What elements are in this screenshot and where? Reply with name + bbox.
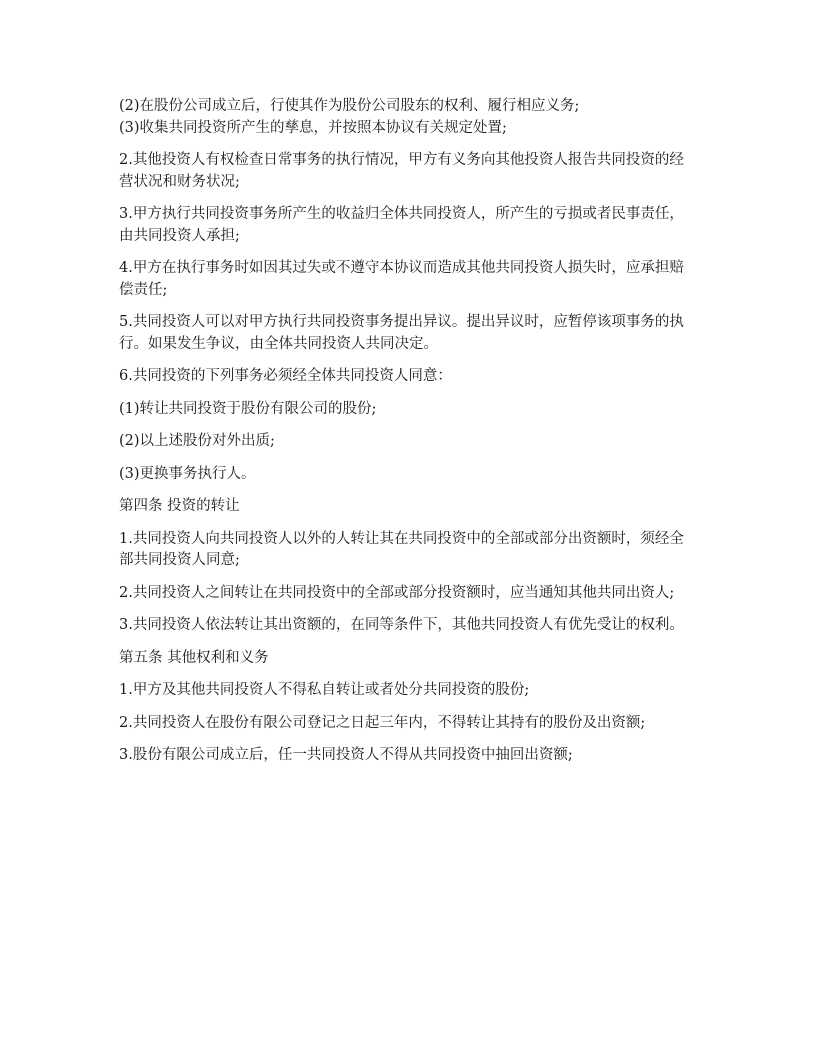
paragraph: 1.共同投资人向共同投资人以外的人转让其在共同投资中的全部或部分出资额时，须经全部共同投资人同意; xyxy=(119,530,684,568)
paragraph: 3.共同投资人依法转让其出资额的，在同等条件下，其他共同投资人有优先受让的权利。 xyxy=(119,617,684,633)
paragraph: (1)转让共同投资于股份有限公司的股份; xyxy=(119,400,377,417)
section-heading: 第五条 其他权利和义务 xyxy=(119,649,269,666)
paragraph: 2.共同投资人在股份有限公司登记之日起三年内，不得转让其持有的股份及出资额; xyxy=(119,714,646,731)
paragraph: 6.共同投资的下列事务必须经全体共同投资人同意： xyxy=(119,368,452,384)
paragraph: 1.甲方及其他共同投资人不得私自转让或者处分共同投资的股份; xyxy=(119,682,530,698)
paragraph: (3)收集共同投资所产生的孳息，并按照本协议有关规定处置; xyxy=(119,119,507,136)
paragraph: 2.其他投资人有权检查日常事务的执行情况，甲方有义务向其他投资人报告共同投资的经营状况和财务状况; xyxy=(119,152,684,190)
document-body xyxy=(119,96,695,778)
paragraph: (3)更换事务执行人。 xyxy=(119,465,256,482)
paragraph: 4.甲方在执行事务时如因其过失或不遵守本协议而造成其他共同投资人损失时，应承担赔偿责任; xyxy=(119,260,684,298)
paragraph: 5.共同投资人可以对甲方执行共同投资事务提出异议。提出异议时，应暂停该项事务的执行。如果发生争议，由全体共同投资人共同决定。 xyxy=(119,314,684,352)
paragraph: 3.股份有限公司成立后，任一共同投资人不得从共同投资中抽回出资额; xyxy=(119,747,573,763)
paragraph: 3.甲方执行共同投资事务所产生的收益归全体共同投资人，所产生的亏损或者民事责任，由共同投资人承担; xyxy=(119,206,684,244)
paragraph: 2.共同投资人之间转让在共同投资中的全部或部分投资额时，应当通知其他共同出资人; xyxy=(119,584,675,601)
paragraph: (2)在股份公司成立后，行使其作为股份公司股东的权利、履行相应义务; xyxy=(119,98,580,114)
paragraph: (2)以上述股份对外出质; xyxy=(119,433,275,449)
section-heading: 第四条 投资的转让 xyxy=(119,498,240,514)
